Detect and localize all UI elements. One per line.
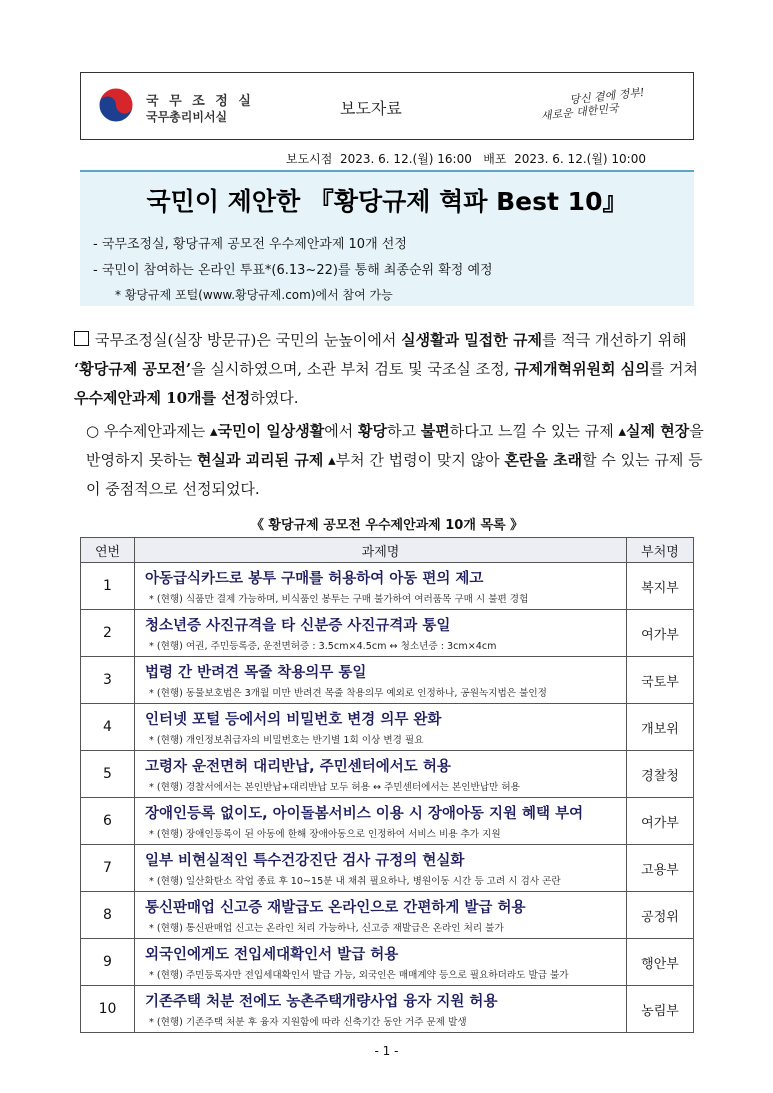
task-detail: * (현행) 동물보호법은 3개월 미만 반려견 목줄 착용의무 예외로 인정하나, 공원녹지법은 불인정 bbox=[149, 688, 547, 699]
row-no: 1 bbox=[81, 563, 135, 610]
para1-text-4: 를 거쳐 bbox=[649, 360, 698, 378]
para1-text-3: 을 실시하였으며, 소관 부처 검토 및 국조실 조정, bbox=[191, 360, 515, 378]
para2-bold-1: 국민이 일상생활 bbox=[217, 422, 325, 440]
para1-bold-4: 우수제안과제 10개를 선정 bbox=[74, 389, 251, 407]
task-detail: * (현행) 장애인등록이 된 아동에 한해 장애아동으로 인정하여 서비스 비용 추가 지원 bbox=[149, 829, 501, 840]
slogan-line-2: 새로운 대한민국 bbox=[540, 101, 620, 123]
table-row bbox=[81, 798, 694, 845]
row-task bbox=[135, 798, 627, 845]
table-row bbox=[81, 751, 694, 798]
note-prefix: * 황당규제 포털( bbox=[115, 288, 203, 302]
subtitle-1: - 국무조정실, 황당규제 공모전 우수제안과제 10개 선정 bbox=[93, 237, 407, 252]
list-title: 《 황당규제 공모전 우수제안과제 10개 목록 》 bbox=[250, 518, 524, 533]
para1-bold-1: 실생활과 밀접한 규제 bbox=[401, 331, 542, 349]
row-task bbox=[135, 986, 627, 1033]
para2-bold-3: 불편 bbox=[420, 422, 450, 440]
row-no: 6 bbox=[81, 798, 135, 845]
task-title: 고령자 운전면허 대리반납, 주민센터에서도 허용 bbox=[145, 759, 451, 775]
para2-text-5: 을 반영하지 못하는 bbox=[86, 422, 704, 469]
task-title: 장애인등록 없이도, 아이돌봄서비스 이용 시 장애아동 지원 혜택 부여 bbox=[145, 806, 584, 822]
task-table bbox=[80, 537, 694, 1033]
row-dept: 여가부 bbox=[627, 798, 694, 845]
page-title: 국민이 제안한 『황당규제 혁파 Best 10』 bbox=[146, 187, 628, 216]
row-dept: 개보위 bbox=[627, 704, 694, 751]
para2-bold-4: 실제 현장 bbox=[626, 422, 690, 440]
government-emblem-icon bbox=[98, 87, 134, 123]
para1-text-5: 하였다. bbox=[250, 389, 299, 407]
row-no: 5 bbox=[81, 751, 135, 798]
para2-text-2: 에서 bbox=[324, 422, 358, 440]
row-no: 4 bbox=[81, 704, 135, 751]
table-row bbox=[81, 610, 694, 657]
task-title: 청소년증 사진규격을 타 신분증 사진규격과 통일 bbox=[145, 618, 451, 634]
para1-text-1: 국무조정실(실장 방문규)은 국민의 눈높이에서 bbox=[95, 331, 402, 349]
para1-bold-2: ‘황당규제 공모전’ bbox=[74, 360, 192, 378]
table-row bbox=[81, 892, 694, 939]
task-title: 외국인에게도 전입세대확인서 발급 허용 bbox=[145, 947, 399, 963]
para2-text-6: ▴부처 간 법령이 맞지 않아 bbox=[323, 451, 505, 469]
row-dept: 고용부 bbox=[627, 845, 694, 892]
header-dept: 부처명 bbox=[627, 538, 694, 563]
row-dept: 행안부 bbox=[627, 939, 694, 986]
org-sub-name: 국무총리비서실 bbox=[146, 110, 228, 124]
task-title: 기존주택 처분 전에도 농촌주택개량사업 융자 지원 허용 bbox=[145, 994, 498, 1010]
para2-text-3: 하고 bbox=[386, 422, 421, 440]
subtitle-note bbox=[115, 286, 393, 303]
task-detail: * (현행) 경찰서에서는 본인반납+대리반납 모두 허용 ↔ 주민센터에서는 본인반납만 허용 bbox=[149, 782, 520, 793]
document-type: 보도자료 bbox=[340, 99, 402, 118]
row-dept: 농림부 bbox=[627, 986, 694, 1033]
header-no: 연번 bbox=[81, 538, 135, 563]
row-no: 7 bbox=[81, 845, 135, 892]
task-title: 법령 간 반려견 목줄 착용의무 통일 bbox=[145, 665, 367, 681]
row-task bbox=[135, 657, 627, 704]
portal-link[interactable]: www.황당규제.com bbox=[202, 288, 311, 302]
task-title: 일부 비현실적인 특수건강진단 검사 규정의 현실화 bbox=[145, 853, 465, 869]
row-task bbox=[135, 892, 627, 939]
table-row bbox=[81, 939, 694, 986]
task-title: 인터넷 포털 등에서의 비밀번호 변경 의무 완화 bbox=[145, 712, 442, 728]
task-detail: * (현행) 통신판매업 신고는 온라인 처리 가능하나, 신고증 재발급은 온라인 처리 불가 bbox=[149, 923, 504, 934]
table-row bbox=[81, 986, 694, 1033]
table-row bbox=[81, 563, 694, 610]
release-info: 보도시점 2023. 6. 12.(월) 16:00 배포 2023. 6. 12.(월) 10:00 bbox=[286, 152, 646, 166]
para2-text-1: ○ 우수제안과제는 ▴ bbox=[86, 422, 218, 440]
row-dept: 경찰청 bbox=[627, 751, 694, 798]
row-no: 10 bbox=[81, 986, 135, 1033]
row-dept: 여가부 bbox=[627, 610, 694, 657]
row-task bbox=[135, 704, 627, 751]
header-task: 과제명 bbox=[135, 538, 627, 563]
task-detail: * (현행) 기존주택 처분 후 융자 지원함에 따라 신축기간 동안 거주 문제 발생 bbox=[149, 1017, 467, 1028]
slogan-line-1: 당신 곁에 정부! bbox=[568, 85, 645, 107]
task-detail: * (현행) 개인정보취급자의 비밀번호는 반기별 1회 이상 변경 필요 bbox=[149, 735, 424, 746]
subtitle-2: - 국민이 참여하는 온라인 투표*(6.13~22)를 통해 최종순위 확정 예정 bbox=[93, 263, 493, 278]
row-no: 8 bbox=[81, 892, 135, 939]
table-row bbox=[81, 845, 694, 892]
org-name: 국 무 조 정 실 bbox=[146, 94, 254, 109]
table-row bbox=[81, 657, 694, 704]
para2-bold-6: 혼란을 초래 bbox=[504, 451, 583, 469]
paragraph-2 bbox=[86, 417, 706, 504]
para2-bold-2: 황당 bbox=[358, 422, 387, 440]
task-title: 아동급식카드로 봉투 구매를 허용하여 아동 편의 제고 bbox=[145, 571, 484, 587]
table-row bbox=[81, 704, 694, 751]
row-dept: 복지부 bbox=[627, 563, 694, 610]
table-header-row bbox=[81, 538, 694, 563]
task-title: 통신판매업 신고증 재발급도 온라인으로 간편하게 발급 허용 bbox=[145, 900, 526, 916]
note-suffix: )에서 참여 가능 bbox=[310, 288, 393, 302]
row-dept: 공정위 bbox=[627, 892, 694, 939]
paragraph-1 bbox=[74, 326, 704, 413]
row-no: 2 bbox=[81, 610, 135, 657]
square-bullet-icon bbox=[74, 331, 89, 346]
para2-bold-5: 현실과 괴리된 규제 bbox=[196, 451, 324, 469]
row-task bbox=[135, 563, 627, 610]
para2-text-4: 하다고 느낄 수 있는 규제 ▴ bbox=[449, 422, 626, 440]
para1-bold-3: 규제개혁위원회 심의 bbox=[514, 360, 650, 378]
task-detail: * (현행) 주민등록자만 전입세대확인서 발급 가능, 외국인은 매매계약 등으로 필요하더라도 발급 불가 bbox=[149, 970, 569, 981]
task-detail: * (현행) 일산화탄소 작업 종료 후 10~15분 내 채취 필요하나, 병원이동 시간 등 고려 시 검사 곤란 bbox=[149, 876, 561, 887]
para2-text-7: 할 수 있는 규제 등이 중점적으로 선정되었다. bbox=[86, 451, 703, 498]
row-no: 9 bbox=[81, 939, 135, 986]
row-task bbox=[135, 751, 627, 798]
task-detail: * (현행) 식품만 결제 가능하며, 비식품인 봉투는 구매 불가하여 여러품목 구매 시 불편 경험 bbox=[149, 594, 529, 605]
row-dept: 국토부 bbox=[627, 657, 694, 704]
row-task bbox=[135, 845, 627, 892]
row-no: 3 bbox=[81, 657, 135, 704]
row-task bbox=[135, 610, 627, 657]
para1-text-2: 를 적극 개선하기 위해 bbox=[541, 331, 687, 349]
page-number: - 1 - bbox=[374, 1044, 399, 1058]
row-task bbox=[135, 939, 627, 986]
task-detail: * (현행) 여권, 주민등록증, 운전면허증 : 3.5cm×4.5cm ↔ 청소년증 : 3cm×4cm bbox=[149, 641, 497, 652]
